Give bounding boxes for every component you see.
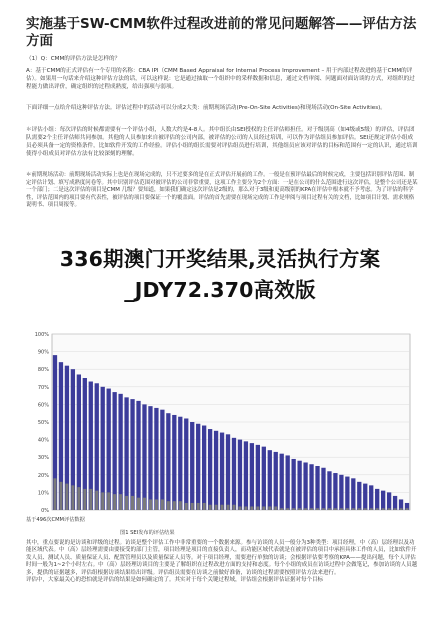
chart-bar-secondary	[167, 501, 170, 510]
chart-bar-secondary	[292, 508, 295, 510]
chart-y-tick-label: 0%	[41, 508, 49, 514]
chart-y-tick-label: 20%	[37, 472, 49, 479]
chart-y-tick-label: 40%	[37, 437, 49, 444]
chart-bar	[142, 404, 146, 510]
chart-bar	[268, 450, 272, 510]
chart-bar	[214, 431, 218, 510]
chart-bar-secondary	[262, 506, 265, 510]
chart-bar-secondary	[370, 508, 373, 510]
chart-bar-secondary	[232, 505, 235, 510]
chart-bar-secondary	[376, 508, 379, 510]
chart-bar	[292, 459, 296, 510]
chart-bar-secondary	[346, 508, 349, 510]
chart-bar-secondary	[244, 506, 247, 510]
chart-bar-secondary	[310, 508, 313, 510]
chart-bar	[166, 413, 170, 510]
chart-bar-secondary	[322, 508, 325, 510]
chart-y-tick-label: 100%	[34, 332, 49, 338]
chart-bar-secondary	[77, 487, 80, 510]
chart-bar-secondary	[304, 508, 307, 510]
chart-bar-secondary	[382, 508, 385, 510]
chart-bar	[280, 454, 284, 510]
chart-bar-secondary	[101, 492, 104, 510]
chart-bar	[118, 394, 122, 510]
chart-bar-secondary	[340, 508, 343, 510]
chart-bar	[232, 438, 236, 510]
chart-bar-secondary	[161, 499, 164, 510]
chart-bar-secondary	[59, 482, 62, 510]
chart-bar-secondary	[280, 508, 283, 510]
chart-source-caption: 基于496次CMM评估数据	[26, 517, 85, 523]
chart-bar-secondary	[298, 508, 301, 510]
chart-bar	[297, 461, 301, 510]
chart-bar-secondary	[334, 508, 337, 510]
chart-bar-secondary	[328, 508, 331, 510]
chart-bar-secondary	[388, 508, 391, 510]
chart-bar	[387, 492, 391, 510]
chart-bar	[381, 491, 385, 510]
chart-bar-secondary	[155, 499, 158, 510]
bar-chart	[26, 324, 418, 524]
chart-bar	[256, 445, 260, 510]
chart-y-tick-label: 60%	[37, 402, 49, 409]
chart-bar-secondary	[53, 478, 56, 510]
chart-bar	[124, 397, 128, 510]
page-title: 实施基于SW-CMM软件过程改进前的常见问题解答——评估方法方面	[26, 16, 417, 49]
chart-bar	[226, 434, 230, 510]
chart-y-tick-label: 80%	[37, 367, 49, 374]
chart-bar	[262, 447, 266, 510]
chart-bar	[190, 422, 194, 510]
chart-bar-secondary	[143, 498, 146, 510]
chart-bar	[184, 418, 188, 510]
answer-1: A：基于CMM的正式评估有一个专用的名称：CBA IPI（CMM Based Appraisal for Internal Process Improvement – 用于内部过程改进的基于CMM的评估）。如果用一句话来介绍这种评估方法的话，可以这样说：它是通过抽取一个组织中的采样数据和信息，通过文档审阅、问题面对面访谈的方式，对组织的过程能力做出评价，确定组织的过程成熟度，给出强项与弱项。	[26, 68, 415, 91]
chart-bar	[148, 406, 152, 510]
chart-bar-secondary	[113, 494, 116, 510]
chart-bar-secondary	[149, 499, 152, 510]
pre-onsite-paragraph: ＊前期现场活动：前期现场活动实际上也是在现场完成的，只不过要多的是在正式评估开展前的工作。一般是在预评估最后的时候完成，主要包括识别评估范围、制定评估计划、填写成熟度问卷等。其中识别评估范围对被评估的公司非常重要，这项工作主要分为2个方面：一是在公司的什么范围进行这次评估，是整个公司还是某一个部门；二是这次评估的项目是CMM 几级？要知道，如果我们确定这次评估是2级的，那么对于3级和更高级别的KPA在评估中根本就不予考虑。为了评估的科学性，评估范围内的项目要有代表性，被评估的项目要保证一个的覆盖面。评估的首先需要在现场完成的工作是审阅与项目过程有关的文档，比如项目计划、需求规格说明书、项目周报等。	[26, 172, 418, 209]
chart-bar-secondary	[179, 501, 182, 510]
chart-bar-secondary	[406, 508, 409, 510]
interview-paragraph: 其中，重点要说的是访谈和评级的过程。访谈是整个评估工作中非常重要的一个数据来源。参与访谈的人员一般分为3种类型：项目经理，中（高）层经理以及功能区域代表。中（高）层经理需要由要接受的部门主管，项目经理是项目的直接负责人，而功能区域代表就是在被评估的项目中承担具体工作的人员，比如软件开发人员、测试人员、质量保证人员、配置管理员以及质量保证人员等。对于项目经理，需要进行单独的访谈；会根据评估要考察的KPA——提出问题，每个人评估时间一般为1~2个小时左右。中（高）层经理访谈目的主要是了解组织在过程改进方面的支持和态度。每个小组的成员在访谈过程中会做笔记，参加访谈的人员越多，提供的证据越多，评估组根据访谈结果给出评级。评估组员需要在访谈之前做好准备，访谈的过程需要按照评估方法来进行。	[26, 540, 418, 576]
chart-bar-secondary	[364, 508, 367, 510]
chart-bar	[321, 468, 325, 510]
chart-bar	[339, 475, 343, 510]
question-1: （1）Q：CMM的评估方法是怎样的？	[26, 56, 121, 62]
chart-bar	[315, 466, 319, 510]
chart-bar	[238, 440, 242, 510]
chart-bar	[363, 484, 367, 510]
chart-bar-secondary	[238, 506, 241, 510]
chart-bar	[351, 478, 355, 510]
chart-bar-secondary	[197, 503, 200, 510]
chart-y-tick-label: 10%	[37, 490, 49, 497]
chart-bar-secondary	[185, 503, 188, 510]
chart-bar-secondary	[250, 506, 253, 510]
chart-bar-secondary	[209, 505, 212, 510]
chart-y-tick-label: 50%	[37, 420, 49, 426]
chart-bar-secondary	[191, 503, 194, 510]
chart-bar	[202, 426, 206, 510]
chart-bar	[244, 441, 248, 510]
chart-bar-secondary	[256, 506, 259, 510]
chart-y-tick-label: 70%	[37, 384, 49, 391]
chart-bar-secondary	[227, 505, 230, 510]
assessment-team-paragraph: ＊评估小组：每次评估的时候都需要有一个评估小组，人数大约是4-8人。其中组长由SEI授权的主任评估师担任。对于级别高（如4级或5级）的评估，评估团队需要2个主任评估师共同参加。其他的人员参加来自被评估的公司内部，被评估的公司的人员经过培训，可以作为评估组员参加评估。SEI还规定评估小组成员必须具备一定的资格条件，比如软件开发的工作经验。评估小组的组长需要对评估组员进行培训，其他组员应该对评估的目标和范围有一定的认识，通过培训使得小组成员对评估方法有比较深刻的理解。	[26, 127, 418, 158]
overlay-headline: 336期澳门开奖结果,灵活执行方案_JDY72.370高效版	[59, 247, 381, 302]
chart-bar	[375, 489, 379, 510]
chart-bar-secondary	[316, 508, 319, 510]
chart-bar-secondary	[286, 508, 289, 510]
chart-bar	[369, 485, 373, 510]
chart-bar-secondary	[173, 501, 176, 510]
chart-y-tick-label: 90%	[37, 349, 49, 356]
chart-bar-secondary	[107, 492, 110, 510]
chart-y-tick-label: 30%	[37, 455, 49, 462]
chart-bar-secondary	[203, 503, 206, 510]
chart-bar	[154, 408, 158, 510]
chart-bar	[309, 464, 313, 510]
chart-bar	[107, 389, 111, 510]
chart-bar	[196, 424, 200, 510]
chart-bar	[274, 452, 278, 510]
chart-bar	[393, 496, 397, 510]
chart-bar	[113, 392, 117, 510]
chart-bar-secondary	[65, 484, 68, 510]
chart-bar	[220, 433, 224, 510]
chart-bar	[136, 401, 140, 510]
chart-caption: 图1 SEI发布的评估结果	[120, 530, 175, 536]
chart-bar-secondary	[268, 506, 271, 510]
chart-bar-secondary	[215, 505, 218, 510]
chart-bar-secondary	[71, 485, 74, 510]
chart-bar	[172, 415, 176, 510]
chart-bar	[357, 482, 361, 510]
chart-container	[26, 324, 418, 524]
chart-bar-secondary	[352, 508, 355, 510]
chart-bar	[178, 417, 182, 510]
chart-bar-secondary	[83, 489, 86, 510]
chart-bar-secondary	[89, 489, 92, 510]
chart-bar	[327, 471, 331, 510]
chart-bar-secondary	[137, 498, 140, 510]
chart-bar-secondary	[125, 496, 128, 510]
chart-bar	[333, 473, 337, 510]
chart-bar	[303, 462, 307, 510]
chart-bar-secondary	[131, 496, 134, 510]
chart-bar	[345, 477, 349, 510]
intro-paragraph: 下面详细一点给介绍这种评估方法。评估过程中的活动可以分成2大类：前期现场活动(Pre-On-Site Activities)和现场活动(On-Site Activities)。	[26, 105, 386, 111]
bottom-paragraph	[26, 540, 418, 584]
chart-bar	[208, 429, 212, 510]
chart-bar	[250, 443, 254, 510]
chart-bar	[286, 455, 290, 510]
chart-bar-secondary	[394, 508, 397, 510]
chart-bar-secondary	[95, 491, 98, 510]
chart-bar-secondary	[400, 508, 403, 510]
chart-bar-secondary	[119, 494, 122, 510]
chart-bar-secondary	[274, 506, 277, 510]
chart-bar-secondary	[358, 508, 361, 510]
rating-paragraph: 评估中，大家最关心的恐怕就是评估的结果是如何确定的了。其实对于每个关键过程域，评估组会根据评估证据对每个目标	[26, 577, 324, 584]
chart-bar	[101, 387, 105, 510]
chart-bar-secondary	[221, 505, 224, 510]
chart-bar	[160, 410, 164, 510]
chart-bar	[130, 399, 134, 510]
